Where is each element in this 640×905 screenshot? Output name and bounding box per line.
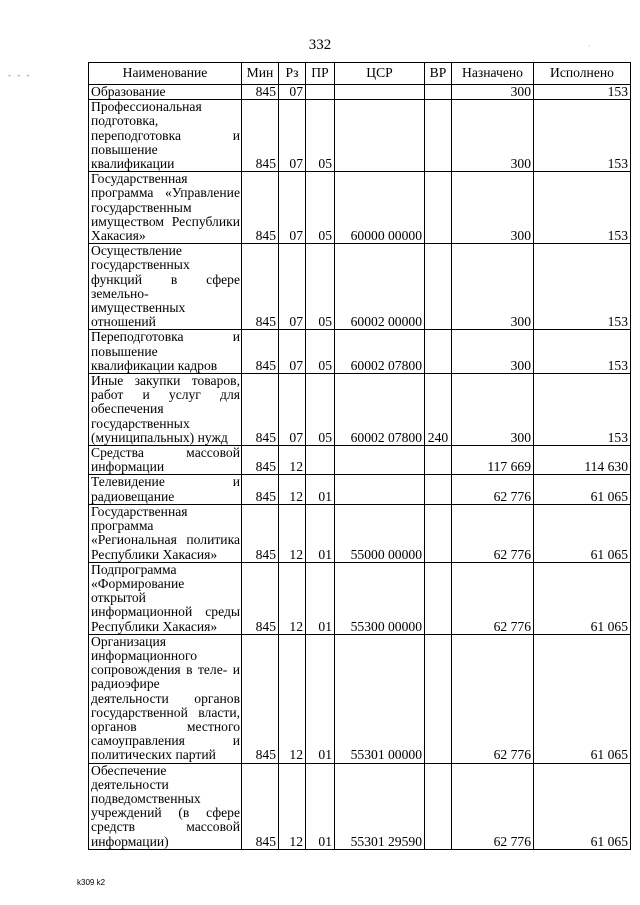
cell-csr: [335, 475, 425, 504]
cell-name: Государственная программа «Региональная политика Республики Хакасия»: [89, 504, 242, 562]
cell-csr: [335, 85, 425, 100]
cell-assigned: 62 776: [452, 504, 534, 562]
footer-code: k309 k2: [77, 878, 106, 887]
cell-pr: 05: [306, 244, 335, 330]
cell-pr: 05: [306, 100, 335, 172]
cell-vr: [425, 504, 452, 562]
cell-rz: 07: [279, 85, 306, 100]
cell-executed: 153: [534, 85, 631, 100]
cell-name: Образование: [89, 85, 242, 100]
page-number: 332: [308, 37, 332, 53]
cell-min: 845: [242, 446, 279, 475]
cell-executed: 153: [534, 330, 631, 374]
table-row: [89, 244, 631, 330]
cell-pr: 05: [306, 172, 335, 244]
column-header-csr: ЦСР: [335, 63, 425, 85]
cell-name: Профессиональная подготовка, переподготовка и повышение квалификации: [89, 100, 242, 172]
table-row: [89, 330, 631, 374]
cell-pr: 01: [306, 634, 335, 763]
cell-name: Обеспечение деятельности подведомственных учреждений (в сфере средств массовой информации): [89, 763, 242, 849]
speck-mark: ·: [588, 42, 591, 51]
column-header-pr: ПР: [306, 63, 335, 85]
cell-pr: 01: [306, 504, 335, 562]
cell-vr: [425, 446, 452, 475]
cell-executed: 153: [534, 244, 631, 330]
cell-assigned: 300: [452, 100, 534, 172]
cell-csr: [335, 446, 425, 475]
table-row: [89, 374, 631, 446]
cell-min: 845: [242, 85, 279, 100]
cell-min: 845: [242, 562, 279, 634]
cell-name: Осуществление государственных функций в сфере земельно-имущественных отношений: [89, 244, 242, 330]
cell-min: 845: [242, 172, 279, 244]
table-row: [89, 85, 631, 100]
cell-executed: 61 065: [534, 763, 631, 849]
table-row: [89, 504, 631, 562]
column-header-assigned: Назначено: [452, 63, 534, 85]
cell-rz: 07: [279, 374, 306, 446]
cell-rz: 12: [279, 562, 306, 634]
cell-vr: [425, 244, 452, 330]
table-row: [89, 562, 631, 634]
column-header-executed: Исполнено: [534, 63, 631, 85]
cell-pr: [306, 85, 335, 100]
cell-csr: 60000 00000: [335, 172, 425, 244]
table-row: [89, 100, 631, 172]
cell-executed: 61 065: [534, 562, 631, 634]
cell-vr: [425, 562, 452, 634]
cell-assigned: 300: [452, 172, 534, 244]
cell-rz: 12: [279, 446, 306, 475]
cell-pr: 01: [306, 763, 335, 849]
cell-assigned: 300: [452, 85, 534, 100]
cell-rz: 12: [279, 634, 306, 763]
cell-min: 845: [242, 244, 279, 330]
cell-rz: 12: [279, 504, 306, 562]
cell-min: 845: [242, 374, 279, 446]
cell-pr: 01: [306, 475, 335, 504]
margin-mark: - - -: [8, 70, 32, 80]
cell-assigned: 300: [452, 330, 534, 374]
cell-min: 845: [242, 504, 279, 562]
cell-name: Иные закупки товаров, работ и услуг для обеспечения государственных (муниципальных) нужд: [89, 374, 242, 446]
cell-csr: 60002 00000: [335, 244, 425, 330]
cell-vr: [425, 85, 452, 100]
column-header-rz: Рз: [279, 63, 306, 85]
cell-assigned: 117 669: [452, 446, 534, 475]
cell-min: 845: [242, 330, 279, 374]
cell-vr: [425, 634, 452, 763]
cell-rz: 07: [279, 244, 306, 330]
cell-executed: 153: [534, 374, 631, 446]
cell-min: 845: [242, 100, 279, 172]
table-row: [89, 475, 631, 504]
cell-pr: 05: [306, 374, 335, 446]
cell-min: 845: [242, 763, 279, 849]
cell-rz: 12: [279, 763, 306, 849]
column-header-name: Наименование: [89, 63, 242, 85]
table-row: [89, 634, 631, 763]
cell-rz: 12: [279, 475, 306, 504]
cell-vr: [425, 475, 452, 504]
cell-pr: [306, 446, 335, 475]
cell-rz: 07: [279, 100, 306, 172]
cell-assigned: 62 776: [452, 634, 534, 763]
cell-csr: 55301 00000: [335, 634, 425, 763]
cell-executed: 61 065: [534, 475, 631, 504]
table-row: [89, 763, 631, 849]
cell-assigned: 300: [452, 374, 534, 446]
cell-name: Подпрограмма «Формирование открытой информационной среды Республики Хакасия»: [89, 562, 242, 634]
cell-csr: 55300 00000: [335, 562, 425, 634]
cell-assigned: 62 776: [452, 763, 534, 849]
table-row: [89, 446, 631, 475]
cell-executed: 114 630: [534, 446, 631, 475]
cell-csr: 55301 29590: [335, 763, 425, 849]
cell-executed: 61 065: [534, 504, 631, 562]
cell-assigned: 300: [452, 244, 534, 330]
cell-vr: [425, 763, 452, 849]
cell-pr: 01: [306, 562, 335, 634]
cell-csr: 55000 00000: [335, 504, 425, 562]
cell-csr: 60002 07800: [335, 330, 425, 374]
cell-executed: 153: [534, 172, 631, 244]
budget-table: [88, 62, 631, 850]
column-header-vr: ВР: [425, 63, 452, 85]
table-row: [89, 172, 631, 244]
cell-name: Телевидение и радиовещание: [89, 475, 242, 504]
cell-rz: 07: [279, 330, 306, 374]
cell-vr: [425, 100, 452, 172]
cell-pr: 05: [306, 330, 335, 374]
cell-name: Государственная программа «Управление государственным имуществом Республики Хакасия»: [89, 172, 242, 244]
column-header-min: Мин: [242, 63, 279, 85]
cell-executed: 153: [534, 100, 631, 172]
cell-vr: [425, 330, 452, 374]
cell-min: 845: [242, 634, 279, 763]
cell-vr: 240: [425, 374, 452, 446]
table-header-row: [89, 63, 631, 85]
cell-vr: [425, 172, 452, 244]
cell-csr: [335, 100, 425, 172]
cell-executed: 61 065: [534, 634, 631, 763]
cell-assigned: 62 776: [452, 562, 534, 634]
cell-rz: 07: [279, 172, 306, 244]
cell-csr: 60002 07800: [335, 374, 425, 446]
cell-name: Средства массовой информации: [89, 446, 242, 475]
cell-name: Организация информационного сопровождения в теле- и радиоэфире деятельности органов государственной власти, органов местного самоуправления и политических партий: [89, 634, 242, 763]
cell-min: 845: [242, 475, 279, 504]
cell-assigned: 62 776: [452, 475, 534, 504]
cell-name: Переподготовка и повышение квалификации кадров: [89, 330, 242, 374]
